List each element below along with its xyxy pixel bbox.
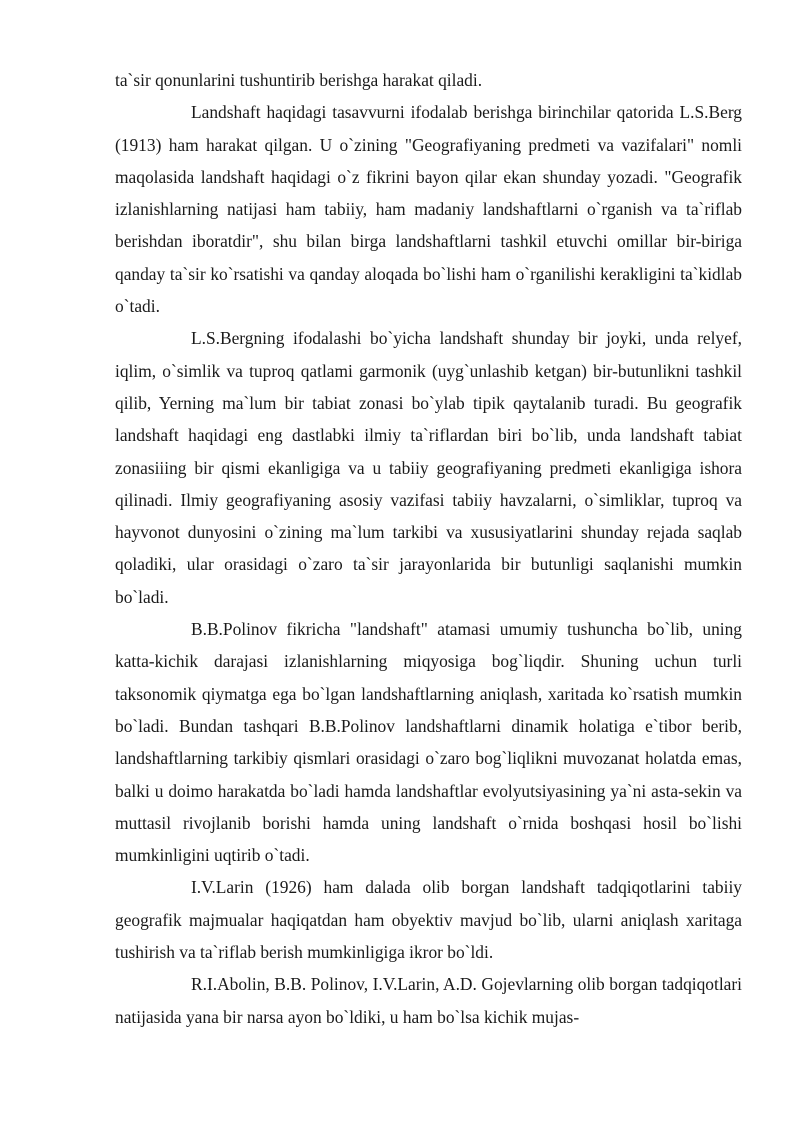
paragraph-larin: I.V.Larin (1926) ham dalada olib borgan landshaft tadqiqotlarini tabiiy geografik majmualar haqiqatdan ham obyektiv mavjud bo`lib, ularni aniqlash xaritaga tushirish va ta`riflab berish mumkinligiga ikror bo`ldi. — [115, 877, 742, 963]
paragraph-continuation: ta`sir qonunlarini tushuntirib berishga harakat qiladi. — [115, 70, 483, 90]
paragraph-berg-interpretation: L.S.Bergning ifodalashi bo`yicha landshaft shunday bir joyki, unda relyef, iqlim, o`simlik va tuproq qatlami garmonik (uyg`unlashib ketgan) bir-butunlikni tashkil qilib, Yerning ma`lum bir tabiat zonasi bo`ylab tipik qaytalanib turadi. Bu geografik landshaft haqidagi eng dastlabki ilmiy ta`riflardan biri bo`lib, unda landshaft tabiat zonasiiing bir qismi ekanligiga va u tabiiy geografiyaning predmeti ekanligiga ishora qilinadi. Ilmiy geografiyaning asosiy vazifasi tabiiy havzalarni, o`simliklar, tuproq va hayvonot dunyosini o`zining ma`lum tarkibi va xususiyatlarini shunday rejada saqlab qoladiki, ular orasidagi o`zaro ta`sir jarayonlarida bir butunligi saqlanishi mumkin bo`ladi. — [115, 328, 742, 607]
paragraph-polinov: B.B.Polinov fikricha "landshaft" atamasi umumiy tushuncha bo`lib, uning katta-kichik darajasi izlanishlarning miqyosiga bog`liqdir. Shuning uchun turli taksonomik qiymatga ega bo`lgan landshaftlarning aniqlash, xaritada ko`rsatish mumkin bo`ladi. Bundan tashqari B.B.Polinov landshaftlarni dinamik holatiga e`tibor berib, landshaftlarning tarkibiy qismlari orasidagi o`zaro bog`liqlikni muvozanat holatda emas, balki u doimo harakatda bo`ladi hamda landshaftlar evolyutsiyasining ya`ni asta-sekin va muttasil rivojlanib borishi hamda uning landshaft o`rnida boshqasi hosil bo`lishi mumkinligini uqtirib o`tadi. — [115, 619, 742, 866]
paragraph-berg-definition: Landshaft haqidagi tasavvurni ifodalab berishga birinchilar qatorida L.S.Berg (1913) ham harakat qilgan. U o`zining "Geografiyaning predmeti va vazifalari" nomli maqolasida landshaft haqidagi o`z fikrini bayon qilar ekan shunday yozadi. "Geografik izlanishlarning natijasi ham tabiiy, ham madaniy landshaftlarni o`rganish va ta`riflab berishdan iboratdir", shu bilan birga landshaftlarni tashkil etuvchi omillar bir-biriga qanday ta`sir ko`rsatishi va qanday aloqada bo`lishi ham o`rganilishi kerakligini ta`kidlab o`tadi. — [115, 102, 742, 317]
document-page — [115, 64, 742, 1033]
paragraph-abolin-polinov-larin-gojev: R.I.Abolin, B.B. Polinov, I.V.Larin, A.D. Gojevlarning olib borgan tadqiqotlari natijasida yana bir narsa ayon bo`ldiki, u ham bo`lsa kichik mujas- — [115, 974, 742, 1027]
